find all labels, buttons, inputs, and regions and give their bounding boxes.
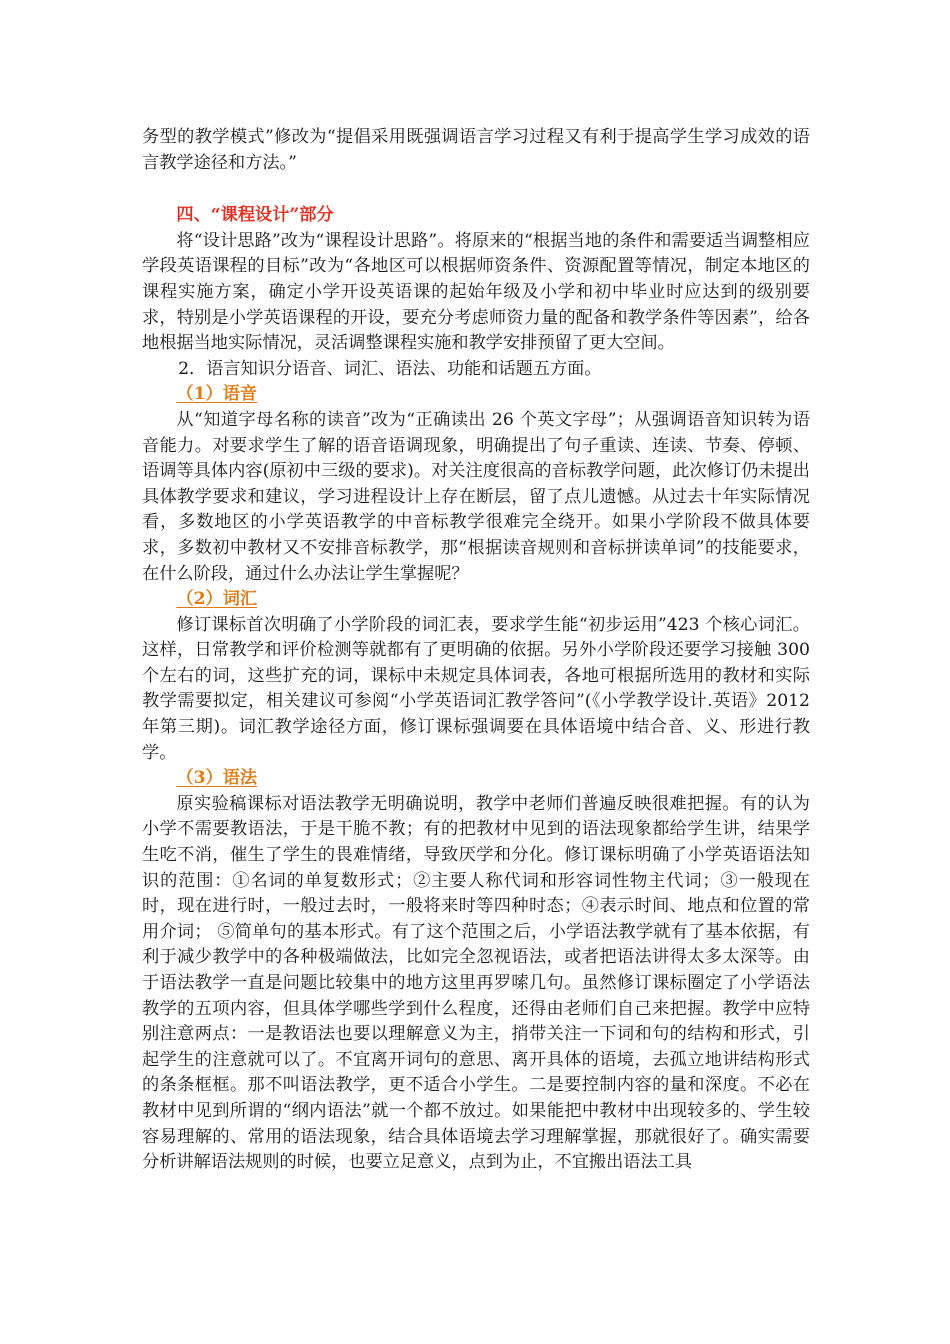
grammar-heading: （3）语法: [176, 768, 258, 789]
phonetics-heading: （1）语音: [176, 384, 258, 405]
document-body: [142, 125, 810, 1176]
intro-continuation-paragraph: 务型的教学模式”修改为“提倡采用既强调语言学习过程又有利于提高学生学习成效的语言教学途径和方法。”: [142, 127, 810, 173]
vocabulary-paragraph: 修订课标首次明确了小学阶段的词汇表，要求学生能“初步运用”423 个核心词汇。这样，日常教学和评价检测等就都有了更明确的依据。另外小学阶段还要学习接触 300 个左右的词，这些扩充的词，课标中未规定具体词表，各地可根据所选用的教材和实际教学需要拟定，相关建议可参阅“小学英语词汇教学答问”(《小学教学设计.英语》2012 年第三期)。词汇教学途径方面，修订课标强调要在具体语境中结合音、义、形进行教学。: [142, 614, 810, 763]
grammar-paragraph: 原实验稿课标对语法教学无明确说明，教学中老师们普遍反映很难把握。有的认为小学不需要教语法，于是干脆不教；有的把教材中见到的语法现象都给学生讲，结果学生吃不消，催生了学生的畏难情绪，导致厌学和分化。修订课标明确了小学英语语法知识的范围：①名词的单复数形式；②主要人称代词和形容词性物主代词；③一般现在时，现在进行时，一般过去时，一般将来时等四种时态；④表示时间、地点和位置的常用介词； ⑤简单句的基本形式。有了这个范围之后，小学语法教学就有了基本依据，有利于减少教学中的各种极端做法，比如完全忽视语法，或者把语法讲得太多太深等。由于语法教学一直是问题比较集中的地方这里再罗嗦几句。虽然修订课标圈定了小学语法教学的五项内容，但具体学哪些学到什么程度，还得由老师们自己来把握。教学中应特别注意两点：一是教语法也要以理解意义为主，捎带关注一下词和句的结构和形式，引起学生的注意就可以了。不宜离开词句的意思、离开具体的语境，去孤立地讲结构形式的条条框框。那不叫语法教学，更不适合小学生。二是要控制内容的量和深度。不必在教材中见到所谓的“纲内语法”就一个都不放过。如果能把中教材中出现较多的、学生较容易理解的、常用的语法现象，结合具体语境去学习理解掌握，那就很好了。确实需要分析讲解语法规则的时候，也要立足意义，点到为止，不宜搬出语法工具: [142, 793, 810, 1173]
item-two-paragraph: 2．语言知识分语音、词汇、语法、功能和话题五方面。: [178, 358, 602, 379]
phonetics-paragraph: 从“知道字母名称的读音”改为“正确读出 26 个英文字母”；从强调语音知识转为语音能力。对要求学生了解的语音语调现象，明确提出了句子重读、连读、节奏、停顿、语调等具体内容(原初中三级的要求)。对关注度很高的音标教学问题，此次修订仍未提出具体教学要求和建议，学习进程设计上存在断层，留了点儿遗憾。从过去十年实际情况看，多数地区的小学英语教学的中音标教学很难完全绕开。如果小学阶段不做具体要求，多数初中教材又不安排音标教学，那“根据读音规则和音标拼读单词”的技能要求，在什么阶段，通过什么办法让学生掌握呢？: [142, 409, 810, 584]
section-four-paragraph: 将“设计思路”改为“课程设计思路”。将原来的“根据当地的条件和需要适当调整相应学段英语课程的目标”改为“各地区可以根据师资条件、资源配置等情况，制定本地区的课程实施方案，确定小学开设英语课的起始年级及小学和初中毕业时应达到的级别要求，特别是小学英语课程的开设，要充分考虑师资力量的配备和教学条件等因素”，给各地根据当地实际情况，灵活调整课程实施和教学安排预留了更大空间。: [142, 230, 810, 354]
section-four-heading: 四、“课程设计”部分: [176, 205, 334, 226]
vocabulary-heading: （2）词汇: [176, 589, 258, 610]
